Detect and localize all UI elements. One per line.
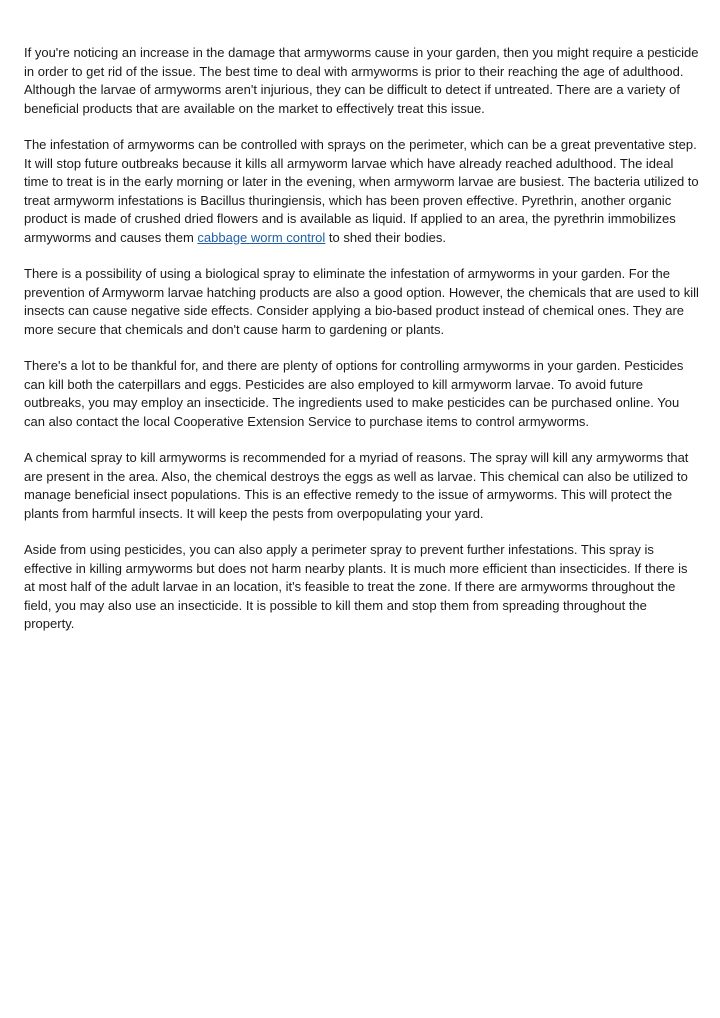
paragraph-5: A chemical spray to kill armyworms is recommended for a myriad of reasons. The spray will kill any armyworms that are present in the area. Also, the chemical destroys the eggs as well as larvae. This chemical can also be utilized to manage beneficial insect populations. This is an effective remedy to the issue of armyworms. This will protect the plants from harmful insects. It will keep the pests from overpopulating your yard. [24, 450, 689, 521]
paragraph-1: If you're noticing an increase in the damage that armyworms cause in your garden, then you might require a pesticide in order to get rid of the issue. The best time to deal with armyworms is prior to their reaching the age of adulthood. Although the larvae of armyworms aren't injurious, they can be difficult to detect if untreated. There are a variety of beneficial products that are available on the market to effectively treat this issue. [24, 45, 699, 116]
paragraph-2-text-before-link: The infestation of armyworms can be controlled with sprays on the perimeter, which can be a great preventative step. It will stop future outbreaks because it kills all armyworm larvae which have already reached adulthood. The ideal time to treat is in the early morning or later in the evening, when armyworm larvae are busiest. The bacteria utilized to treat armyworm infestations is Bacillus thuringiensis, which has been proven effective. Pyrethrin, another organic product is made of crushed dried flowers and is available as liquid. If applied to an area, the pyrethrin immobilizes armyworms and causes them [24, 137, 699, 245]
paragraph-3: There is a possibility of using a biological spray to eliminate the infestation of armyworms in your garden. For the prevention of Armyworm larvae hatching products are also a good option. However, the chemicals that are used to kill insects can cause negative side effects. Consider applying a bio-based product instead of chemical ones. They are more secure that chemicals and don't cause harm to gardening or plants. [24, 266, 699, 337]
cabbage-worm-control-link[interactable]: cabbage worm control [197, 229, 326, 245]
paragraph-6: Aside from using pesticides, you can also apply a perimeter spray to prevent further infestations. This spray is effective in killing armyworms but does not harm nearby plants. It is much more efficient than insecticides. If there is at most half of the adult larvae in an location, it's feasible to treat the zone. If there are armyworms throughout the field, you may also use an insecticide. It is possible to kill them and stop them from spreading throughout the property. [24, 542, 688, 631]
paragraph-2-text-after-link: to shed their bodies. [325, 229, 447, 245]
paragraph-4: There's a lot to be thankful for, and there are plenty of options for controlling armyworms in your garden. Pesticides can kill both the caterpillars and eggs. Pesticides are also employed to kill armyworm larvae. To avoid future outbreaks, you may employ an insecticide. The ingredients used to make pesticides can be purchased online. You can also contact the local Cooperative Extension Service to purchase items to control armyworms. [24, 358, 684, 429]
paragraph-2 [24, 136, 700, 247]
